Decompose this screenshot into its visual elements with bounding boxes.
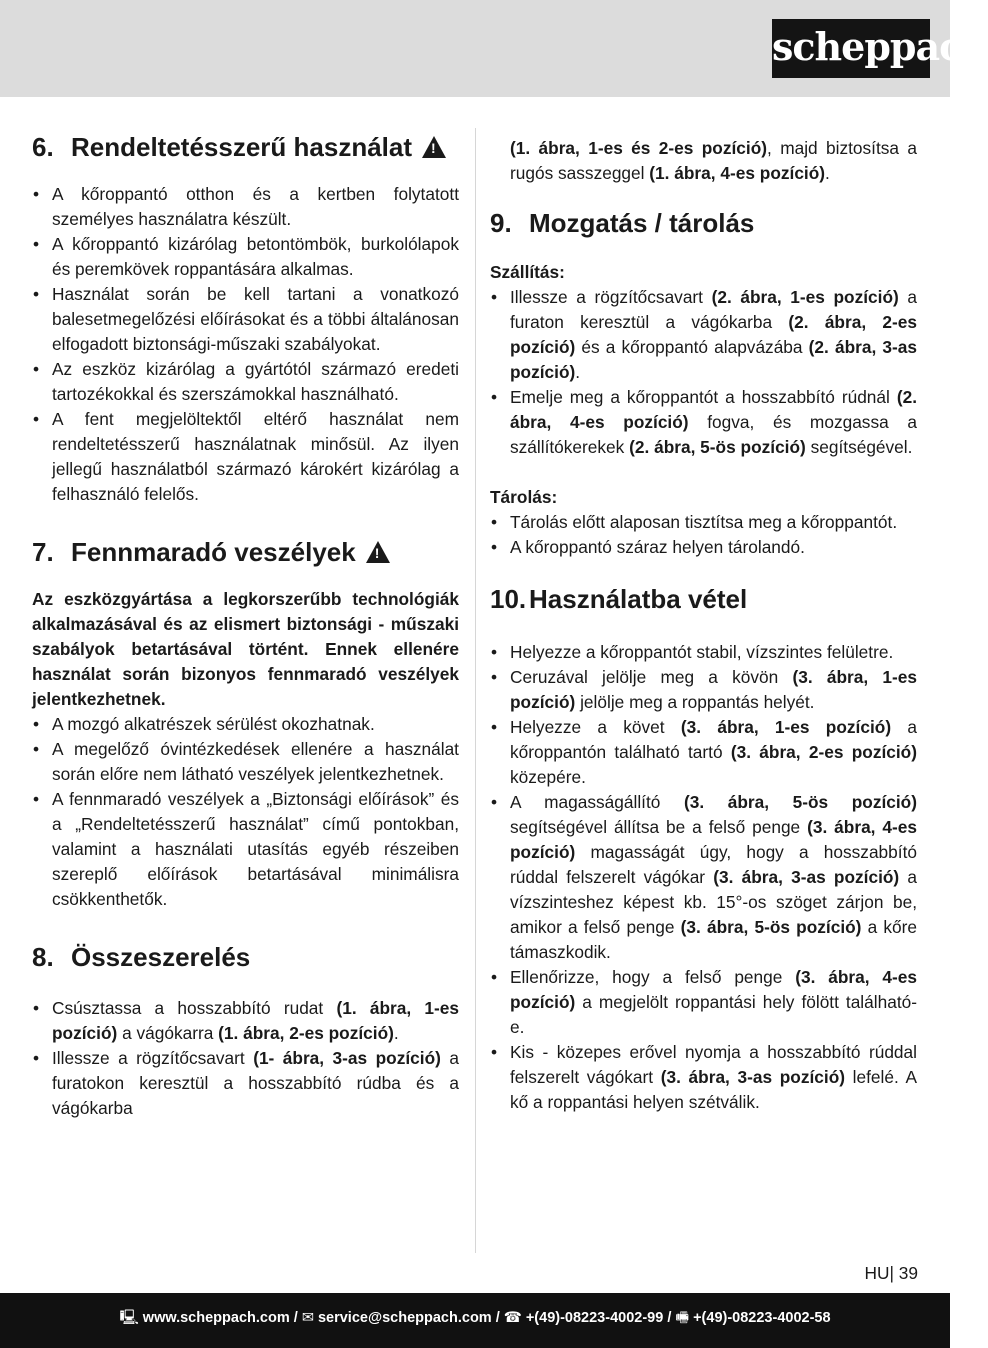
list-item xyxy=(32,1046,459,1121)
text: közepére. xyxy=(510,767,586,787)
text: Emelje meg a kőroppantót a hosszabbító rúdnál xyxy=(510,387,897,407)
text: a megjelölt roppantási hely fölött található-e. xyxy=(510,992,917,1037)
figure-reference: (2. ábra, 5-ös pozíció) xyxy=(629,437,806,457)
warning-icon xyxy=(366,541,390,563)
text: a vágókarra xyxy=(117,1023,219,1043)
figure-reference: (3. ábra, 4-es pozíció) xyxy=(510,817,917,862)
email-link[interactable]: service@scheppach.com / xyxy=(317,1310,500,1326)
figure-reference: (1- ábra, 3-as pozíció) xyxy=(253,1048,441,1068)
text: a furaton keresztül a vágókarba xyxy=(510,287,918,332)
page-number: HU| 39 xyxy=(864,1263,918,1283)
section-title: Mozgatás / tárolás xyxy=(529,208,755,238)
section-6-list xyxy=(32,182,459,507)
section-number: 8. xyxy=(32,942,54,972)
list-item: • A megelőző óvintézkedések ellenére a használat során előre nem látható veszélyek jelentkezhetnek. xyxy=(32,737,459,787)
text: a furatokon keresztül a hosszabbító rúdba és a vágókarba xyxy=(52,1048,459,1118)
section-7-list xyxy=(32,712,459,912)
text: segítségével állítsa be a felső penge xyxy=(510,817,808,837)
list-item xyxy=(32,996,459,1046)
text: fogva, és mozgassa a szállítókerekek xyxy=(510,412,917,457)
list-item xyxy=(490,790,917,965)
list-item: • Tárolás előtt alaposan tisztítsa meg a kőroppantót. xyxy=(490,510,917,535)
section-number: 10. xyxy=(490,584,527,614)
section-7-heading xyxy=(32,535,459,569)
section-8-heading xyxy=(32,940,459,974)
text: A magasságállító xyxy=(510,792,684,812)
figure-reference: (3. ábra, 1-es pozíció) xyxy=(510,667,917,712)
storage-heading: Tárolás: xyxy=(490,487,558,507)
figure-reference: (1. ábra, 2-es pozíció) xyxy=(218,1023,394,1043)
figure-reference: (3. ábra, 3-as pozíció) xyxy=(713,867,900,887)
list-item xyxy=(490,1040,917,1115)
section-7-intro: Az eszközgyártása a legkorszerűbb technológiák alkalmazásával és az elismert biztonsági - műszaki szabályok betartásával történt. Ennek ellenére használat során bizonyos fennmaradó veszélyek jelentkezhetnek. xyxy=(32,589,459,709)
text: magasságát úgy, hogy a hosszabbító rúddal felszerelt vágókar xyxy=(510,842,917,887)
text: . xyxy=(575,362,581,382)
text: a vízszinteshez képest kb. 15°-os szöget zárjon be, amikor a felső penge xyxy=(510,867,917,937)
text: Illessze a rögzítőcsavart xyxy=(510,287,712,307)
section-8-continuation xyxy=(490,136,917,186)
list-item xyxy=(490,965,917,1040)
list-item: • A kőroppantó száraz helyen tárolandó. xyxy=(490,535,917,560)
figure-reference: (2. ábra, 4-es pozíció) xyxy=(510,387,917,432)
section-10-list xyxy=(490,640,917,1115)
list-item: • A fennmaradó veszélyek a „Biztonsági előírások” és a „Rendeltetésszerű használat” című pontokban, valamint a használati utasítás egyéb részeiben szereplő előírások betartásával minimálisra csökkenthetők. xyxy=(32,787,459,912)
computer-icon: 🖳 xyxy=(119,1310,139,1326)
list-item xyxy=(490,285,917,385)
list-item xyxy=(490,385,917,460)
storage-list xyxy=(490,510,917,560)
figure-reference: (1. ábra, 1-es és 2-es pozíció) xyxy=(510,138,768,158)
fax-number: +(49)-08223-4002-58 xyxy=(693,1310,831,1326)
left-column xyxy=(32,118,459,1121)
section-number: 7. xyxy=(32,537,54,567)
figure-reference: (2. ábra, 2-es pozíció) xyxy=(510,312,917,357)
text: lefelé. A kő a roppantási helyen szétválik. xyxy=(510,1067,917,1112)
figure-reference: (3. ábra, 1-es pozíció) xyxy=(680,717,892,737)
right-column xyxy=(490,118,917,1115)
figure-reference: (3. ábra, 4-es pozíció) xyxy=(510,967,917,1012)
phone-icon: ☎ xyxy=(503,1310,522,1326)
text: a kőre támaszkodik. xyxy=(510,917,917,962)
section-title: Használatba vétel xyxy=(529,584,748,614)
list-item xyxy=(490,665,917,715)
mail-icon: ✉ xyxy=(301,1310,314,1326)
text: Ellenőrizze, hogy a felső penge xyxy=(510,967,796,987)
scheppach-logo: scheppach xyxy=(772,19,930,78)
figure-reference: (1. ábra, 1-es pozíció) xyxy=(52,998,459,1043)
text: segítségével. xyxy=(805,437,913,457)
text: Csúsztassa a hosszabbító rudat xyxy=(52,998,337,1018)
footer-bar xyxy=(0,1293,950,1348)
figure-reference: (3. ábra, 2-es pozíció) xyxy=(730,742,917,762)
section-9-heading xyxy=(490,206,917,240)
text: , majd biztosítsa a rugós sasszeggel xyxy=(510,138,917,183)
fax-icon: 🖷 xyxy=(675,1310,690,1326)
section-number: 6. xyxy=(32,132,54,162)
list-item: • Használat során be kell tartani a vonatkozó balesetmegelőzési előírásokat és a többi általánosan elfogadott biztonsági-műszaki szabályokat. xyxy=(32,282,459,357)
transport-heading: Szállítás: xyxy=(490,262,565,282)
list-item: • Az eszköz kizárólag a gyártótól származó eredeti tartozékokkal és szerszámokkal használható. xyxy=(32,357,459,407)
transport-list xyxy=(490,285,917,460)
section-title: Fennmaradó veszélyek xyxy=(71,537,356,567)
list-item: • A kőroppantó kizárólag betontömbök, burkolólapok és peremkövek roppantására alkalmas. xyxy=(32,232,459,282)
warning-icon xyxy=(422,136,446,158)
figure-reference: (2. ábra, 3-as pozíció) xyxy=(510,337,917,382)
section-10-heading xyxy=(490,582,917,616)
website-link[interactable]: www.scheppach.com / xyxy=(142,1310,298,1326)
section-number: 9. xyxy=(490,208,512,238)
figure-reference: (3. ábra, 5-ös pozíció) xyxy=(680,917,862,937)
section-title: Rendeltetésszerű használat xyxy=(71,132,413,162)
list-item: • Helyezze a kőroppantót stabil, vízszintes felületre. xyxy=(490,640,917,665)
text: Kis - közepes erővel nyomja a hosszabbító rúddal felszerelt vágókart xyxy=(510,1042,917,1087)
list-item: • A fent megjelöltektől eltérő használat nem rendeltetésszerű használatnak minősül. Az ilyen jellegű használatból származó károkért kizárólag a felhasználó felelős. xyxy=(32,407,459,507)
text: . xyxy=(393,1023,399,1043)
list-item: • A mozgó alkatrészek sérülést okozhatnak. xyxy=(32,712,459,737)
text: Ceruzával jelölje meg a kövön xyxy=(510,667,793,687)
text: Illessze a rögzítőcsavart xyxy=(52,1048,254,1068)
text: a kőroppantón található tartó xyxy=(510,717,917,762)
phone-number: +(49)-08223-4002-99 / xyxy=(525,1310,672,1326)
figure-reference: (3. ábra, 3-as pozíció) xyxy=(660,1067,846,1087)
section-title: Összeszerelés xyxy=(71,942,251,972)
figure-reference: (1. ábra, 4-es pozíció) xyxy=(649,163,826,183)
figure-reference: (3. ábra, 5-ös pozíció) xyxy=(683,792,917,812)
figure-reference: (2. ábra, 1-es pozíció) xyxy=(711,287,899,307)
list-item: • A kőroppantó otthon és a kertben folytatott személyes használatra készült. xyxy=(32,182,459,232)
column-divider xyxy=(475,128,476,1253)
section-8-list xyxy=(32,996,459,1121)
text: jelölje meg a roppantás helyét. xyxy=(575,692,815,712)
text: és a kőroppantó alapvázába xyxy=(575,337,809,357)
section-6-heading xyxy=(32,130,459,164)
list-item xyxy=(490,715,917,790)
text: . xyxy=(825,163,830,183)
text: Helyezze a követ xyxy=(510,717,681,737)
